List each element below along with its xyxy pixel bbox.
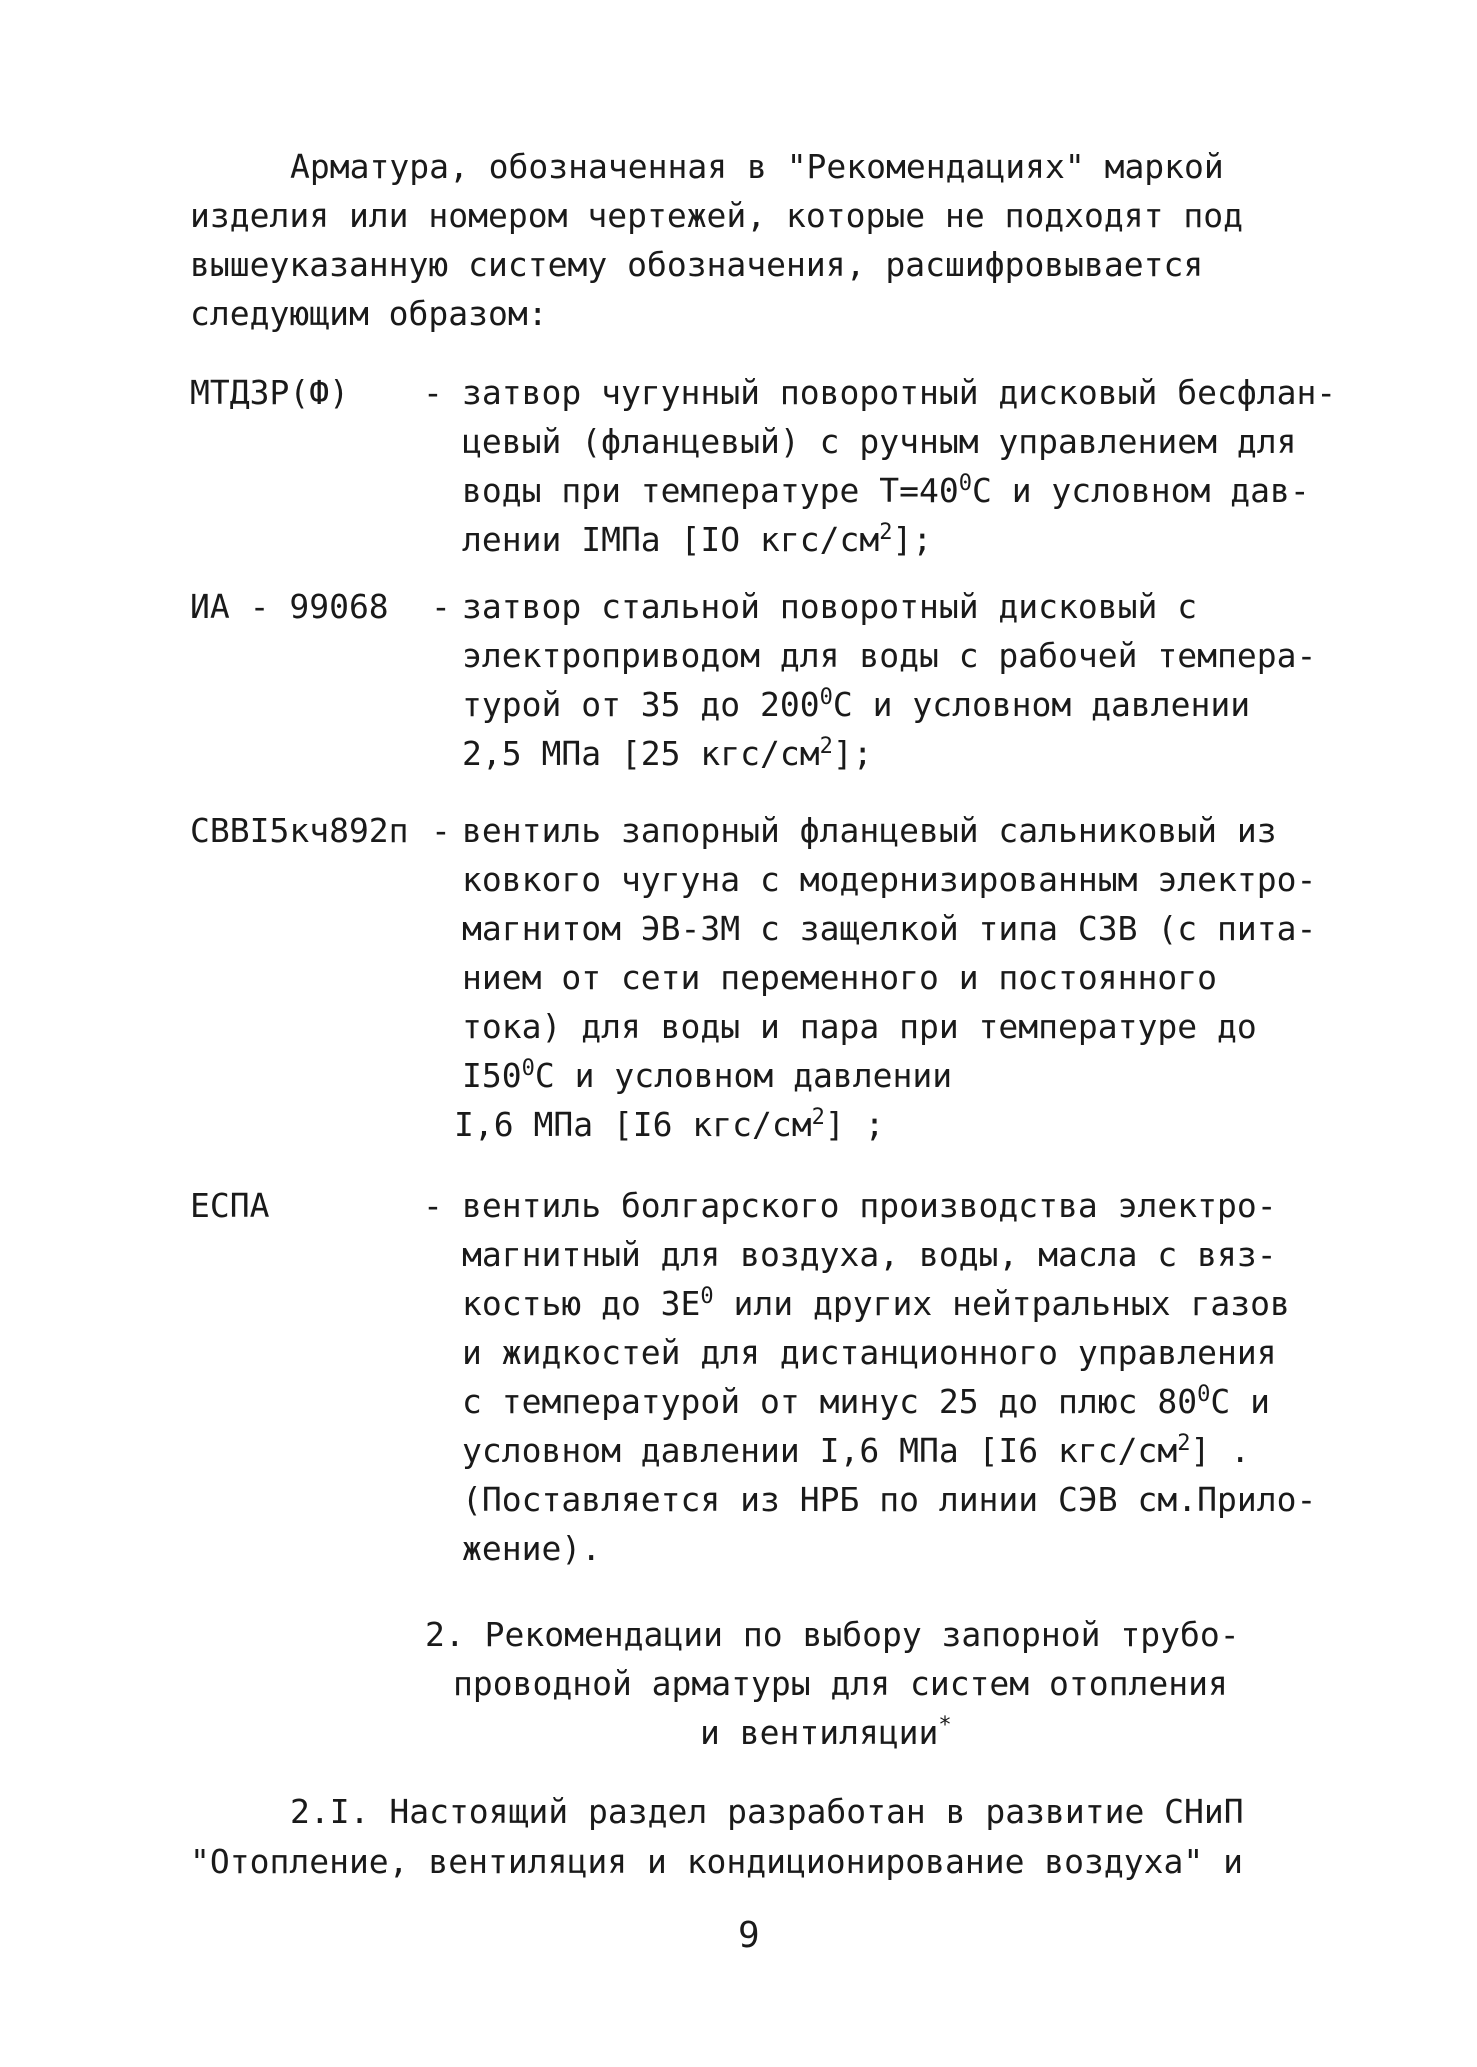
entry-description bbox=[454, 806, 1317, 1149]
description-line: воды при температуре $Т=40^0С$ и условном дав- bbox=[462, 471, 1310, 510]
description-line: ковкого чугуна с модернизированным электро- bbox=[462, 860, 1317, 899]
heading-line: и вентиляции* bbox=[700, 1713, 952, 1752]
intro-line: Арматура, обозначенная в "Рекомендациях" маркой bbox=[290, 147, 1224, 186]
intro-line: изделия или номером чертежей, которые не подходят под bbox=[190, 196, 1243, 235]
description-line: I,6 МПа [I6 кгс/$см^2$] ; bbox=[454, 1105, 885, 1144]
description-line: магнитный для воздуха, воды, масла с вяз- bbox=[462, 1235, 1277, 1274]
description-line: (Поставляется из НРБ по линии СЭВ см.Прило- bbox=[462, 1480, 1317, 1519]
entry-description bbox=[462, 582, 1316, 778]
superscript: 2 bbox=[819, 734, 833, 759]
intro-line: следующим образом: bbox=[190, 294, 548, 333]
description-line: вентиль болгарского производства электро- bbox=[462, 1186, 1277, 1225]
intro-line: вышеуказанную систему обозначения, расшифровывается bbox=[190, 245, 1204, 284]
description-line: жение). bbox=[462, 1529, 602, 1568]
description-line: тока) для воды и пара при температуре до bbox=[462, 1007, 1257, 1046]
page-number: 9 bbox=[738, 1915, 760, 1956]
description-line: магнитом ЭВ-3М с защелкой типа СЗВ (с пита- bbox=[462, 909, 1317, 948]
entry-description bbox=[462, 1181, 1316, 1573]
paragraph-line: 2.I. Настоящий раздел разработан в развитие СНиП bbox=[290, 1792, 1244, 1831]
description-line: нием от сети переменного и постоянного bbox=[462, 958, 1217, 997]
entry-term: МТДЗР(Ф) bbox=[190, 373, 349, 412]
entry-dash: - bbox=[431, 811, 451, 850]
footnote-mark: * bbox=[938, 1713, 952, 1738]
heading-line: проводной арматуры для систем отопления bbox=[453, 1664, 1228, 1703]
superscript: 0 bbox=[819, 685, 833, 710]
entry-term: ИА - 99068 bbox=[190, 587, 389, 626]
superscript: 2 bbox=[1177, 1431, 1191, 1456]
description-line: условном давлении I,6 МПа [I6 кгс/$см^2$] . bbox=[462, 1431, 1251, 1470]
description-line: и жидкостей для дистанционного управления bbox=[462, 1333, 1277, 1372]
description-line: цевый (фланцевый) с ручным управлением для bbox=[462, 422, 1297, 461]
intro-paragraph bbox=[190, 142, 1243, 338]
heading-line: 2. Рекомендации по выбору запорной трубо- bbox=[425, 1615, 1240, 1654]
description-line: затвор стальной поворотный дисковый с bbox=[462, 587, 1198, 626]
description-line: вентиль запорный фланцевый сальниковый из bbox=[462, 811, 1277, 850]
entry-description bbox=[462, 368, 1336, 564]
superscript: 0 bbox=[700, 1284, 714, 1309]
superscript: 0 bbox=[1197, 1382, 1211, 1407]
body-paragraph bbox=[190, 1787, 1244, 1887]
entry-term: ЕСПА bbox=[190, 1186, 270, 1225]
entry-dash: - bbox=[423, 1186, 443, 1225]
superscript: 2 bbox=[811, 1105, 825, 1130]
description-line: с температурой от минус 25 до плюс $80^0С$ и bbox=[462, 1382, 1270, 1421]
description-line: электроприводом для воды с рабочей темпера- bbox=[462, 636, 1317, 675]
section-heading bbox=[425, 1610, 1240, 1757]
superscript: 2 bbox=[879, 520, 893, 545]
description-line: костью до $3Е^0$ или других нейтральных газов bbox=[462, 1284, 1290, 1323]
entry-dash: - bbox=[431, 587, 451, 626]
description-line: турой от 35 до $200^0С$ и условном давлении bbox=[462, 685, 1251, 724]
paragraph-line: "Отопление, вентиляция и кондиционирование воздуха" и bbox=[190, 1842, 1243, 1881]
description-line: 2,5 МПа [25 кгс/$см^2$]; bbox=[462, 734, 873, 773]
description-line: $I50^0С$ и условном давлении bbox=[462, 1056, 953, 1095]
entry-dash: - bbox=[423, 373, 443, 412]
description-line: затвор чугунный поворотный дисковый бесфлан- bbox=[462, 373, 1337, 412]
entry-term: СВВI5кч892п bbox=[190, 811, 409, 850]
description-line: лении IМПа [IO кгс/$см^2$]; bbox=[462, 520, 933, 559]
superscript: 0 bbox=[521, 1056, 535, 1081]
superscript: 0 bbox=[958, 471, 972, 496]
